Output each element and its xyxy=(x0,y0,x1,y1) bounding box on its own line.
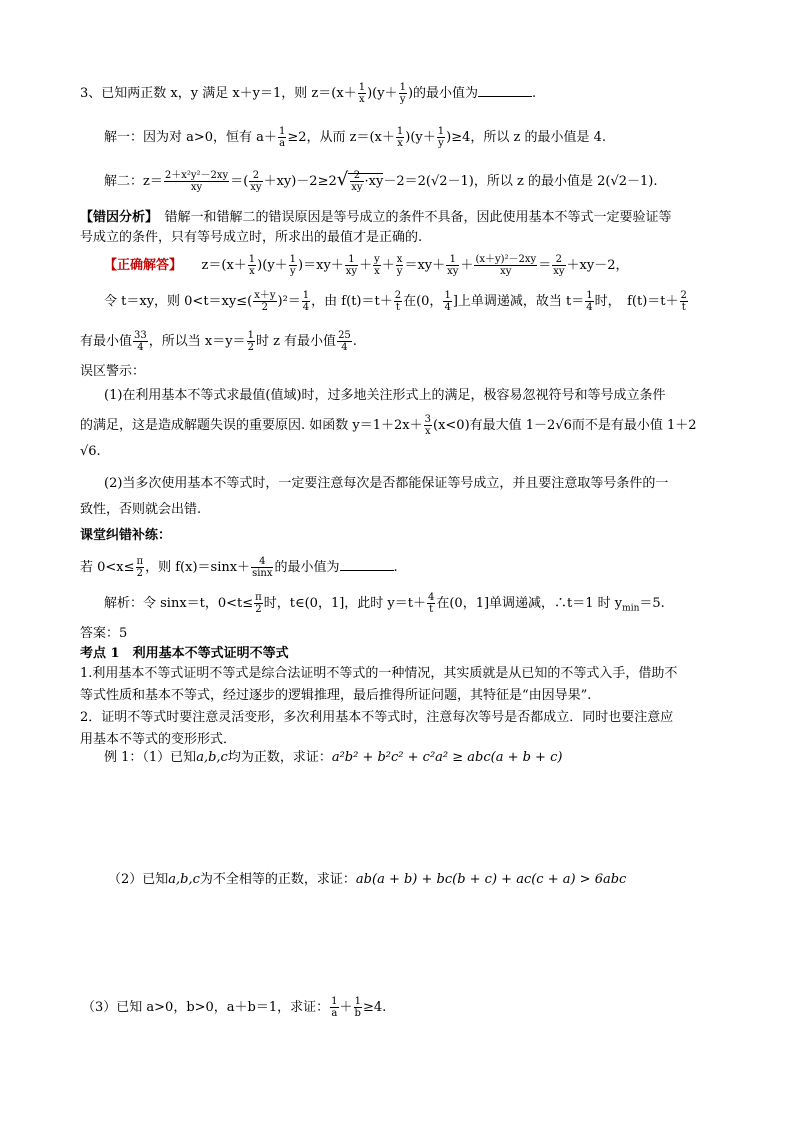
warning-p2-line2: 致性，否则就会出错. xyxy=(80,502,202,517)
fraction: $\frac{1}{y}$ xyxy=(289,254,297,277)
fraction: $\frac{1}{xy}$ xyxy=(447,254,459,277)
correct-solution: 【正确解答】 z＝(x＋ $\frac{1}{x}$ )(y＋ $\frac{1}{y}$ )＝xy＋ $\frac{1}{xy}$ ＋ $\frac{y}{x}$ ＋ $\frac{x}{y}$ ＝xy＋ $\frac{1}{xy}$ ＋ $\frac{\text{(x＋y)²－2xy}}{xy}$ ＝ $\frac{2}{xy}$ ＋xy－2， xyxy=(104,254,629,277)
practice-question: 若 0<x≤ $\frac{\pi}{2}$ ，则 f(x)＝sinx＋ $\frac{4}{\sin x}$ 的最小值为 . xyxy=(80,556,398,579)
fraction: $\frac{4}{t}$ xyxy=(427,592,435,615)
warning-p1-line2: 的满足，这是造成解题失误的重要原因. 如函数 y＝1＋2x＋ $\frac{3}{x}$ (x<0)有最大值 1－2√6而不是有最小值 1＋2 xyxy=(80,414,697,437)
example-2: （2）已知a,b,c为不全相等的正数，求证：ab(a + b) + bc(b + c) + ac(c + a) > 6abc xyxy=(108,872,627,887)
min-value-line: 有最小值 $\frac{33}{4}$ ，所以当 x＝y＝ $\frac{1}{2}$ 时 z 有最小值 $\frac{25}{4}$ . xyxy=(80,330,357,353)
sqrt-content: $\frac{2}{xy}$ ·xy xyxy=(348,173,383,189)
question-3: 3、已知两正数 x，y 满足 x＋y＝1，则 z＝(x＋ $\frac{1}{x}$ )(y＋ $\frac{1}{y}$ )的最小值为 . xyxy=(80,82,537,105)
fraction: $\frac{\text{(x＋y)²－2xy}}{xy}$ xyxy=(475,254,537,277)
fraction: $\frac{1}{4}$ xyxy=(586,290,593,313)
fraction: $\frac{y}{x}$ xyxy=(374,254,380,277)
fraction: $\frac{33}{4}$ xyxy=(134,330,147,353)
fraction: $\frac{x+y}{2}$ xyxy=(254,290,276,313)
fraction: $\frac{1}{4}$ xyxy=(444,290,451,313)
fraction: $\frac{1}{b}$ xyxy=(354,996,361,1019)
formula: ab(a + b) + bc(b + c) + ac(c + a) > 6abc xyxy=(355,872,627,887)
fraction: $\frac{2}{t}$ xyxy=(680,290,687,313)
fraction: $\frac{1}{2}$ xyxy=(247,330,254,353)
correct-solution-label: 【正确解答】 xyxy=(104,258,176,273)
warning-p2-line1: (2)当多次使用基本不等式时，一定要注意每次是否都能保证等号成立，并且要注意取等号条件的一 xyxy=(104,476,669,491)
fraction: $\frac{2}{xy}$ xyxy=(553,254,565,277)
kaodian-p2-line2: 用基本不等式的变形形式． xyxy=(80,732,237,747)
solution-2: 解二：z＝ $\frac{\text{2＋x²y²－2xy}}{xy}$ ＝( $\frac{2}{xy}$ ＋xy)－2≥2√ $\frac{2}{xy}$ ·xy－2＝2(√2－1)，所以 z 的最小值是 2(√2－1). xyxy=(104,169,658,193)
fraction: $\frac{2}{xy}$ xyxy=(250,170,262,193)
section-title: 考点 1 利用基本不等式证明不等式 xyxy=(80,646,289,661)
fraction: $\frac{1}{x}$ xyxy=(248,254,256,277)
fraction: $\frac{x}{y}$ xyxy=(396,254,403,277)
fraction: $\frac{1}{4}$ xyxy=(302,290,310,313)
sqrt-sign: √ xyxy=(336,169,349,190)
let-t-line: 令 t＝xy，则 0<t＝xy≤( $\frac{x+y}{2}$ )²＝ $\frac{1}{4}$ ，由 f(t)＝t＋ $\frac{2}{t}$ 在(0， $\frac{1}{4}$ ]上单调递减，故当 t＝ $\frac{1}{4}$ 时， f(t)＝t＋ $\frac{2}{t}$ xyxy=(104,290,687,313)
fraction: $\frac{\text{2＋x²y²－2xy}}{xy}$ xyxy=(164,170,229,193)
kaodian-p1-line1: 1.利用基本不等式证明不等式是综合法证明不等式的一种情况，其实质就是从已知的不等式入手，借助不 xyxy=(80,666,678,681)
fraction: $\frac{2}{xy}$ xyxy=(351,170,363,193)
kaodian-p1-line2: 等式性质和基本不等式，经过逐步的逻辑推理，最后推得所证问题，其特征是“由因导果”. xyxy=(80,688,592,703)
fraction: $\frac{\pi}{2}$ xyxy=(136,556,144,579)
error-analysis-label: 【错因分析】 xyxy=(80,210,152,225)
fraction: $\frac{1}{a}$ xyxy=(331,996,338,1019)
error-analysis-line-2: 号成立的条件，只有等号成立时，所求出的最值才是正确的. xyxy=(80,230,423,245)
solution-1: 解一：因为对 a>0，恒有 a＋ $\frac{1}{a}$ ≥2，从而 z＝(x＋ $\frac{1}{x}$ )(y＋ $\frac{1}{y}$ )≥4，所以 z 的最小值是 4. xyxy=(104,126,607,149)
fraction: $\frac{\pi}{2}$ xyxy=(255,592,262,615)
answer-blank xyxy=(478,84,532,97)
practice-solution: 解析：令 sinx＝t，0<t≤ $\frac{\pi}{2}$ 时，t∈(0，1]，此时 y＝t＋ $\frac{4}{t}$ 在(0，1]单调递减，∴t＝1 时 $y_{min}=5$. xyxy=(104,592,665,615)
fraction: $\frac{1}{y}$ xyxy=(399,82,406,105)
fraction: $\frac{1}{x}$ xyxy=(396,126,404,149)
kaodian-p2-line1: 2．证明不等式时要注意灵活变形，多次利用基本不等式时，注意每次等号是否都成立．同时也要注意应 xyxy=(80,710,674,725)
warning-p1-line1: (1)在利用基本不等式求最值(值域)时，过多地关注形式上的满足，极容易忽视符号和等号成立条件 xyxy=(104,388,666,403)
warning-title: 误区警示： xyxy=(80,364,146,379)
fraction: $\frac{2}{t}$ xyxy=(394,290,402,313)
practice-title: 课堂纠错补练： xyxy=(80,528,172,543)
warning-p1-line3: √6. xyxy=(80,444,101,459)
answer-blank xyxy=(340,558,394,571)
fraction: $\frac{25}{4}$ xyxy=(338,330,351,353)
fraction: $\frac{1}{y}$ xyxy=(437,126,445,149)
practice-answer: 答案：5 xyxy=(80,626,128,641)
formula: a²b² + b²c² + c²a² ≥ abc(a + b + c) xyxy=(331,750,563,765)
fraction: $\frac{1}{a}$ xyxy=(278,126,286,149)
fraction: $\frac{3}{x}$ xyxy=(424,414,431,437)
example-1: 例 1：（1）已知a,b,c均为正数，求证：a²b² + b²c² + c²a² ≥ abc(a + b + c) xyxy=(104,750,563,765)
example-3: （3）已知 a>0，b>0，a＋b＝1，求证： $\frac{1}{a}$ ＋ $\frac{1}{b}$ ≥4. xyxy=(82,996,387,1019)
fraction: $\frac{1}{x}$ xyxy=(358,82,366,105)
fraction: $\frac{4}{\sin x}$ xyxy=(252,556,273,579)
error-analysis-line-1: 【错因分析】 错解一和错解二的错误原因是等号成立的条件不具备，因此使用基本不等式一定要验证等 xyxy=(80,210,672,225)
fraction: $\frac{1}{xy}$ xyxy=(345,254,358,277)
